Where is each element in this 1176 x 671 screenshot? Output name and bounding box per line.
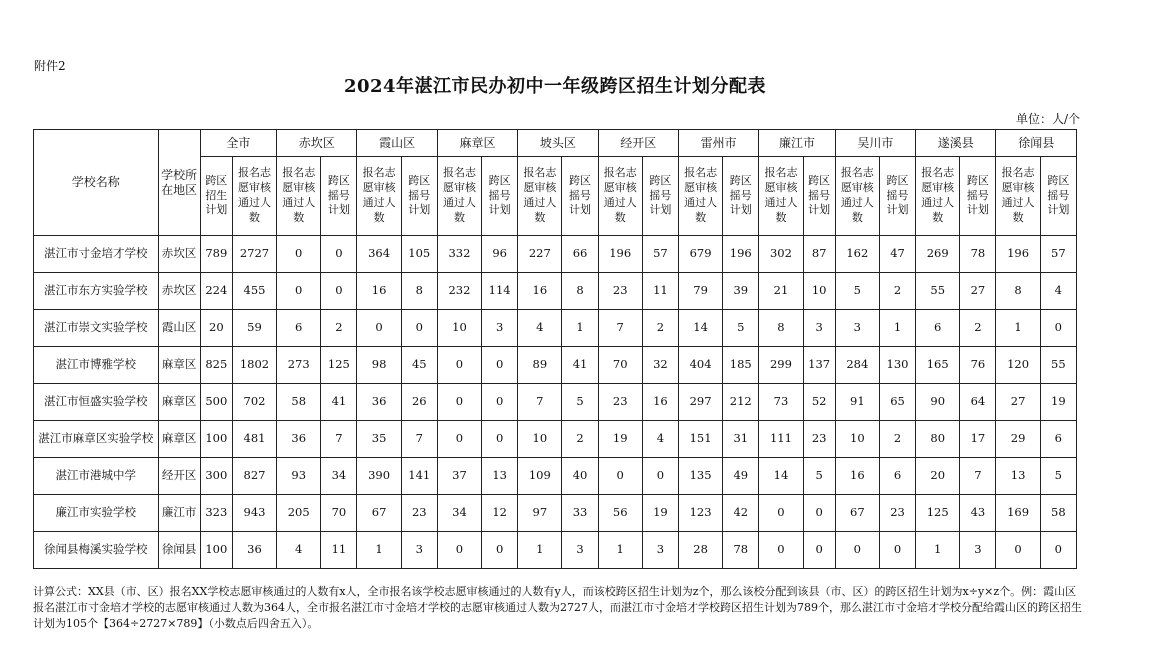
value-cell: 185 bbox=[723, 347, 759, 384]
value-cell: 227 bbox=[518, 236, 562, 273]
value-cell: 40 bbox=[562, 458, 598, 495]
header-group-leizhou: 雷州市 bbox=[678, 130, 758, 157]
school-name-cell: 湛江市博雅学校 bbox=[34, 347, 159, 384]
value-cell: 3 bbox=[482, 310, 518, 347]
value-cell: 8 bbox=[401, 273, 437, 310]
value-cell: 80 bbox=[916, 421, 960, 458]
value-cell: 0 bbox=[482, 421, 518, 458]
value-cell: 65 bbox=[879, 384, 915, 421]
value-cell: 4 bbox=[1040, 273, 1076, 310]
value-cell: 34 bbox=[437, 495, 481, 532]
value-cell: 2 bbox=[321, 310, 357, 347]
value-cell: 297 bbox=[678, 384, 722, 421]
school-district-cell: 廉江市 bbox=[158, 495, 200, 532]
value-cell: 52 bbox=[803, 384, 835, 421]
value-cell: 332 bbox=[437, 236, 481, 273]
value-cell: 162 bbox=[835, 236, 879, 273]
value-cell: 196 bbox=[723, 236, 759, 273]
value-cell: 45 bbox=[401, 347, 437, 384]
value-cell: 0 bbox=[357, 310, 401, 347]
value-cell: 67 bbox=[357, 495, 401, 532]
value-cell: 29 bbox=[996, 421, 1040, 458]
value-cell: 32 bbox=[642, 347, 678, 384]
value-cell: 58 bbox=[277, 384, 321, 421]
attachment-label: 附件2 bbox=[34, 59, 66, 73]
value-cell: 0 bbox=[759, 532, 803, 569]
value-cell: 5 bbox=[723, 310, 759, 347]
header-group-city: 全市 bbox=[200, 130, 276, 157]
value-cell: 2 bbox=[879, 421, 915, 458]
value-cell: 23 bbox=[879, 495, 915, 532]
value-cell: 114 bbox=[482, 273, 518, 310]
value-cell: 0 bbox=[482, 384, 518, 421]
value-cell: 269 bbox=[916, 236, 960, 273]
value-cell: 0 bbox=[759, 495, 803, 532]
value-cell: 23 bbox=[803, 421, 835, 458]
value-cell: 78 bbox=[960, 236, 996, 273]
school-name-cell: 徐闻县梅溪实验学校 bbox=[34, 532, 159, 569]
value-cell: 57 bbox=[1040, 236, 1076, 273]
value-cell: 6 bbox=[879, 458, 915, 495]
value-cell: 224 bbox=[200, 273, 232, 310]
value-cell: 42 bbox=[723, 495, 759, 532]
value-cell: 13 bbox=[482, 458, 518, 495]
value-cell: 679 bbox=[678, 236, 722, 273]
value-cell: 6 bbox=[1040, 421, 1076, 458]
header-potou-lottery: 跨区摇号计划 bbox=[562, 157, 598, 236]
value-cell: 67 bbox=[835, 495, 879, 532]
value-cell: 1 bbox=[916, 532, 960, 569]
table-row bbox=[34, 236, 1077, 273]
header-suixi-applicants: 报名志愿审核通过人数 bbox=[916, 157, 960, 236]
value-cell: 36 bbox=[277, 421, 321, 458]
school-name-cell: 湛江市寸金培才学校 bbox=[34, 236, 159, 273]
value-cell: 3 bbox=[835, 310, 879, 347]
header-group-mazhang: 麻章区 bbox=[437, 130, 517, 157]
value-cell: 212 bbox=[723, 384, 759, 421]
value-cell: 8 bbox=[759, 310, 803, 347]
header-group-potou: 坡头区 bbox=[518, 130, 598, 157]
table-row bbox=[34, 273, 1077, 310]
school-district-cell: 麻章区 bbox=[158, 347, 200, 384]
value-cell: 0 bbox=[277, 236, 321, 273]
value-cell: 10 bbox=[803, 273, 835, 310]
value-cell: 1 bbox=[357, 532, 401, 569]
value-cell: 6 bbox=[916, 310, 960, 347]
value-cell: 0 bbox=[996, 532, 1040, 569]
value-cell: 1802 bbox=[232, 347, 276, 384]
table-row bbox=[34, 310, 1077, 347]
value-cell: 16 bbox=[642, 384, 678, 421]
value-cell: 21 bbox=[759, 273, 803, 310]
table-row bbox=[34, 458, 1077, 495]
value-cell: 0 bbox=[321, 236, 357, 273]
value-cell: 14 bbox=[678, 310, 722, 347]
value-cell: 2 bbox=[642, 310, 678, 347]
value-cell: 169 bbox=[996, 495, 1040, 532]
value-cell: 3 bbox=[642, 532, 678, 569]
value-cell: 10 bbox=[518, 421, 562, 458]
header-potou-applicants: 报名志愿审核通过人数 bbox=[518, 157, 562, 236]
value-cell: 4 bbox=[277, 532, 321, 569]
school-district-cell: 霞山区 bbox=[158, 310, 200, 347]
value-cell: 28 bbox=[678, 532, 722, 569]
header-city-applicants: 报名志愿审核通过人数 bbox=[232, 157, 276, 236]
value-cell: 57 bbox=[642, 236, 678, 273]
header-city-cross-plan: 跨区招生计划 bbox=[200, 157, 232, 236]
table-body bbox=[34, 236, 1077, 569]
school-district-cell: 麻章区 bbox=[158, 384, 200, 421]
value-cell: 27 bbox=[960, 273, 996, 310]
school-district-cell: 麻章区 bbox=[158, 421, 200, 458]
value-cell: 0 bbox=[1040, 310, 1076, 347]
header-group-xuwen: 徐闻县 bbox=[996, 130, 1077, 157]
value-cell: 23 bbox=[401, 495, 437, 532]
value-cell: 19 bbox=[642, 495, 678, 532]
value-cell: 0 bbox=[803, 532, 835, 569]
header-xiashan-lottery: 跨区摇号计划 bbox=[401, 157, 437, 236]
value-cell: 196 bbox=[598, 236, 642, 273]
table-row bbox=[34, 421, 1077, 458]
value-cell: 0 bbox=[437, 347, 481, 384]
value-cell: 36 bbox=[357, 384, 401, 421]
value-cell: 19 bbox=[1040, 384, 1076, 421]
value-cell: 2 bbox=[960, 310, 996, 347]
value-cell: 404 bbox=[678, 347, 722, 384]
value-cell: 17 bbox=[960, 421, 996, 458]
value-cell: 10 bbox=[835, 421, 879, 458]
school-name-cell: 湛江市麻章区实验学校 bbox=[34, 421, 159, 458]
value-cell: 97 bbox=[518, 495, 562, 532]
value-cell: 16 bbox=[357, 273, 401, 310]
value-cell: 16 bbox=[518, 273, 562, 310]
value-cell: 7 bbox=[960, 458, 996, 495]
value-cell: 14 bbox=[759, 458, 803, 495]
value-cell: 825 bbox=[200, 347, 232, 384]
value-cell: 7 bbox=[321, 421, 357, 458]
table-row bbox=[34, 347, 1077, 384]
school-district-cell: 赤坎区 bbox=[158, 236, 200, 273]
header-xiashan-applicants: 报名志愿审核通过人数 bbox=[357, 157, 401, 236]
value-cell: 66 bbox=[562, 236, 598, 273]
value-cell: 100 bbox=[200, 532, 232, 569]
header-wuchuan-applicants: 报名志愿审核通过人数 bbox=[835, 157, 879, 236]
header-mazhang-lottery: 跨区摇号计划 bbox=[482, 157, 518, 236]
value-cell: 0 bbox=[598, 458, 642, 495]
value-cell: 323 bbox=[200, 495, 232, 532]
value-cell: 47 bbox=[879, 236, 915, 273]
value-cell: 59 bbox=[232, 310, 276, 347]
value-cell: 70 bbox=[598, 347, 642, 384]
value-cell: 2 bbox=[562, 421, 598, 458]
value-cell: 7 bbox=[518, 384, 562, 421]
value-cell: 55 bbox=[1040, 347, 1076, 384]
value-cell: 73 bbox=[759, 384, 803, 421]
value-cell: 7 bbox=[598, 310, 642, 347]
value-cell: 0 bbox=[437, 421, 481, 458]
value-cell: 789 bbox=[200, 236, 232, 273]
value-cell: 90 bbox=[916, 384, 960, 421]
value-cell: 0 bbox=[437, 532, 481, 569]
value-cell: 3 bbox=[960, 532, 996, 569]
value-cell: 300 bbox=[200, 458, 232, 495]
value-cell: 33 bbox=[562, 495, 598, 532]
value-cell: 23 bbox=[598, 384, 642, 421]
value-cell: 64 bbox=[960, 384, 996, 421]
value-cell: 98 bbox=[357, 347, 401, 384]
value-cell: 39 bbox=[723, 273, 759, 310]
value-cell: 4 bbox=[642, 421, 678, 458]
header-jingkai-lottery: 跨区摇号计划 bbox=[642, 157, 678, 236]
value-cell: 0 bbox=[803, 495, 835, 532]
school-name-cell: 湛江市崇文实验学校 bbox=[34, 310, 159, 347]
value-cell: 141 bbox=[401, 458, 437, 495]
value-cell: 27 bbox=[996, 384, 1040, 421]
value-cell: 58 bbox=[1040, 495, 1076, 532]
value-cell: 165 bbox=[916, 347, 960, 384]
value-cell: 3 bbox=[401, 532, 437, 569]
school-name-cell: 湛江市港城中学 bbox=[34, 458, 159, 495]
value-cell: 35 bbox=[357, 421, 401, 458]
formula-note: 计算公式：XX县（市、区）报名XX学校志愿审核通过的人数有x人，全市报名该学校志愿审核通过的人数有y人，而该校跨区招生计划为z个，那么该校分配到该县（市、区）的跨区招生计划为x÷y×z个。例：霞山区报名湛江市寸金培才学校的志愿审核通过人数为364人，全市报名湛江市寸金培才学校的志愿审核通过人数为2727人，而湛江市寸金培才学校跨区招生计划为789个，那么湛江市寸金培才学校分配给霞山区的跨区招生计划为105个【364÷2727×789】（小数点后四舍五入）。 bbox=[33, 585, 1082, 630]
table-row bbox=[34, 532, 1077, 569]
value-cell: 0 bbox=[642, 458, 678, 495]
value-cell: 135 bbox=[678, 458, 722, 495]
value-cell: 1 bbox=[879, 310, 915, 347]
value-cell: 5 bbox=[803, 458, 835, 495]
unit-label: 单位：人/个 bbox=[1015, 112, 1080, 126]
value-cell: 5 bbox=[1040, 458, 1076, 495]
value-cell: 302 bbox=[759, 236, 803, 273]
value-cell: 0 bbox=[835, 532, 879, 569]
allocation-table bbox=[33, 129, 1077, 569]
value-cell: 8 bbox=[562, 273, 598, 310]
value-cell: 702 bbox=[232, 384, 276, 421]
value-cell: 79 bbox=[678, 273, 722, 310]
value-cell: 827 bbox=[232, 458, 276, 495]
value-cell: 125 bbox=[321, 347, 357, 384]
value-cell: 96 bbox=[482, 236, 518, 273]
value-cell: 23 bbox=[598, 273, 642, 310]
value-cell: 36 bbox=[232, 532, 276, 569]
value-cell: 1 bbox=[996, 310, 1040, 347]
school-name-cell: 廉江市实验学校 bbox=[34, 495, 159, 532]
page-title: 2024年湛江市民办初中一年级跨区招生计划分配表 bbox=[343, 76, 767, 97]
value-cell: 20 bbox=[200, 310, 232, 347]
value-cell: 943 bbox=[232, 495, 276, 532]
value-cell: 87 bbox=[803, 236, 835, 273]
value-cell: 26 bbox=[401, 384, 437, 421]
value-cell: 2727 bbox=[232, 236, 276, 273]
value-cell: 0 bbox=[879, 532, 915, 569]
header-group-lianjiang: 廉江市 bbox=[759, 130, 835, 157]
value-cell: 364 bbox=[357, 236, 401, 273]
value-cell: 232 bbox=[437, 273, 481, 310]
header-lianjiang-lottery: 跨区摇号计划 bbox=[803, 157, 835, 236]
value-cell: 56 bbox=[598, 495, 642, 532]
value-cell: 500 bbox=[200, 384, 232, 421]
value-cell: 111 bbox=[759, 421, 803, 458]
value-cell: 2 bbox=[879, 273, 915, 310]
school-district-cell: 赤坎区 bbox=[158, 273, 200, 310]
school-name-cell: 湛江市东方实验学校 bbox=[34, 273, 159, 310]
table-row bbox=[34, 495, 1077, 532]
school-district-cell: 经开区 bbox=[158, 458, 200, 495]
value-cell: 123 bbox=[678, 495, 722, 532]
header-mazhang-applicants: 报名志愿审核通过人数 bbox=[437, 157, 481, 236]
school-district-cell: 徐闻县 bbox=[158, 532, 200, 569]
value-cell: 91 bbox=[835, 384, 879, 421]
value-cell: 130 bbox=[879, 347, 915, 384]
header-chikan-lottery: 跨区摇号计划 bbox=[321, 157, 357, 236]
value-cell: 1 bbox=[562, 310, 598, 347]
value-cell: 0 bbox=[401, 310, 437, 347]
value-cell: 41 bbox=[562, 347, 598, 384]
value-cell: 20 bbox=[916, 458, 960, 495]
header-row-groups bbox=[34, 130, 1077, 157]
value-cell: 7 bbox=[401, 421, 437, 458]
value-cell: 10 bbox=[437, 310, 481, 347]
value-cell: 16 bbox=[835, 458, 879, 495]
value-cell: 34 bbox=[321, 458, 357, 495]
value-cell: 299 bbox=[759, 347, 803, 384]
value-cell: 76 bbox=[960, 347, 996, 384]
value-cell: 55 bbox=[916, 273, 960, 310]
value-cell: 390 bbox=[357, 458, 401, 495]
value-cell: 70 bbox=[321, 495, 357, 532]
value-cell: 37 bbox=[437, 458, 481, 495]
value-cell: 41 bbox=[321, 384, 357, 421]
value-cell: 0 bbox=[482, 347, 518, 384]
value-cell: 8 bbox=[996, 273, 1040, 310]
value-cell: 5 bbox=[562, 384, 598, 421]
header-school-district: 学校所在地区 bbox=[158, 130, 200, 236]
value-cell: 4 bbox=[518, 310, 562, 347]
value-cell: 1 bbox=[598, 532, 642, 569]
value-cell: 0 bbox=[1040, 532, 1076, 569]
value-cell: 105 bbox=[401, 236, 437, 273]
value-cell: 109 bbox=[518, 458, 562, 495]
header-school-name: 学校名称 bbox=[34, 130, 159, 236]
value-cell: 151 bbox=[678, 421, 722, 458]
value-cell: 93 bbox=[277, 458, 321, 495]
value-cell: 100 bbox=[200, 421, 232, 458]
value-cell: 78 bbox=[723, 532, 759, 569]
header-group-jingkai: 经开区 bbox=[598, 130, 678, 157]
value-cell: 11 bbox=[642, 273, 678, 310]
value-cell: 0 bbox=[321, 273, 357, 310]
value-cell: 120 bbox=[996, 347, 1040, 384]
value-cell: 205 bbox=[277, 495, 321, 532]
header-suixi-lottery: 跨区摇号计划 bbox=[960, 157, 996, 236]
value-cell: 11 bbox=[321, 532, 357, 569]
value-cell: 31 bbox=[723, 421, 759, 458]
header-group-suixi: 遂溪县 bbox=[916, 130, 996, 157]
header-jingkai-applicants: 报名志愿审核通过人数 bbox=[598, 157, 642, 236]
value-cell: 125 bbox=[916, 495, 960, 532]
value-cell: 273 bbox=[277, 347, 321, 384]
value-cell: 0 bbox=[482, 532, 518, 569]
value-cell: 49 bbox=[723, 458, 759, 495]
header-leizhou-lottery: 跨区摇号计划 bbox=[723, 157, 759, 236]
value-cell: 137 bbox=[803, 347, 835, 384]
header-group-xiashan: 霞山区 bbox=[357, 130, 437, 157]
header-group-chikan: 赤坎区 bbox=[277, 130, 357, 157]
value-cell: 43 bbox=[960, 495, 996, 532]
header-group-wuchuan: 吴川市 bbox=[835, 130, 915, 157]
header-leizhou-applicants: 报名志愿审核通过人数 bbox=[678, 157, 722, 236]
value-cell: 6 bbox=[277, 310, 321, 347]
value-cell: 13 bbox=[996, 458, 1040, 495]
header-xuwen-applicants: 报名志愿审核通过人数 bbox=[996, 157, 1040, 236]
value-cell: 89 bbox=[518, 347, 562, 384]
value-cell: 455 bbox=[232, 273, 276, 310]
value-cell: 1 bbox=[518, 532, 562, 569]
header-chikan-applicants: 报名志愿审核通过人数 bbox=[277, 157, 321, 236]
header-xuwen-lottery: 跨区摇号计划 bbox=[1040, 157, 1076, 236]
value-cell: 284 bbox=[835, 347, 879, 384]
value-cell: 12 bbox=[482, 495, 518, 532]
value-cell: 5 bbox=[835, 273, 879, 310]
header-wuchuan-lottery: 跨区摇号计划 bbox=[879, 157, 915, 236]
value-cell: 0 bbox=[437, 384, 481, 421]
value-cell: 19 bbox=[598, 421, 642, 458]
table-row bbox=[34, 384, 1077, 421]
value-cell: 196 bbox=[996, 236, 1040, 273]
header-lianjiang-applicants: 报名志愿审核通过人数 bbox=[759, 157, 803, 236]
school-name-cell: 湛江市恒盛实验学校 bbox=[34, 384, 159, 421]
value-cell: 481 bbox=[232, 421, 276, 458]
value-cell: 3 bbox=[562, 532, 598, 569]
value-cell: 3 bbox=[803, 310, 835, 347]
value-cell: 0 bbox=[277, 273, 321, 310]
